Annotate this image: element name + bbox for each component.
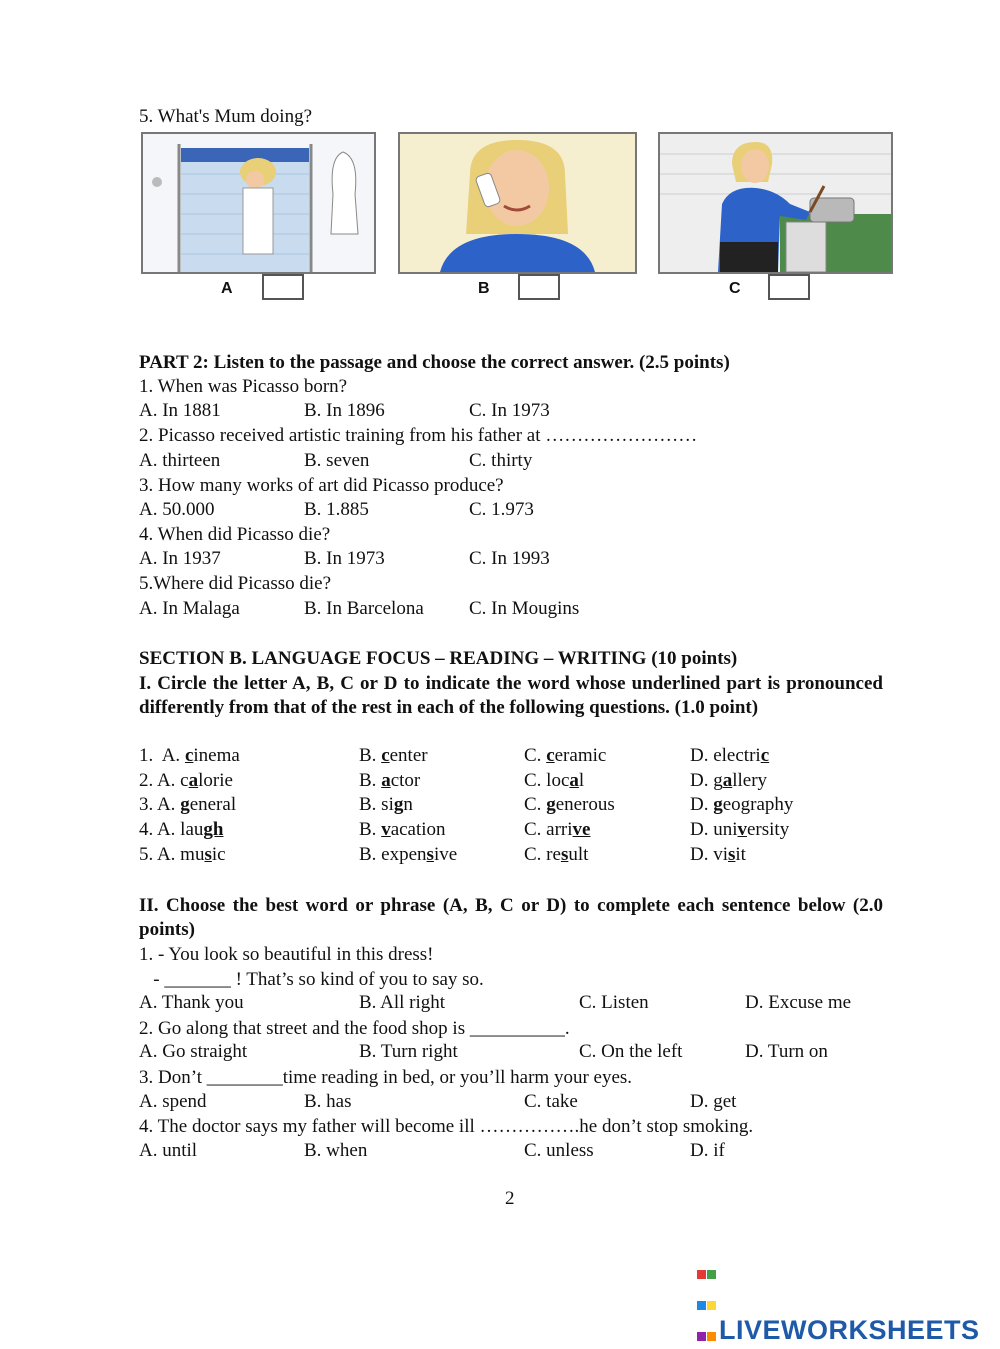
word-part: inema xyxy=(193,745,240,766)
grammar-q4-option-d[interactable]: D. if xyxy=(690,1140,725,1161)
pronunciation-option-d[interactable] xyxy=(690,745,769,767)
word-part: lorie xyxy=(198,770,233,791)
pronunciation-option-c[interactable] xyxy=(524,844,588,866)
part2-option-c[interactable]: C. In 1993 xyxy=(469,548,550,569)
word-part: enter xyxy=(389,745,428,766)
grammar-question-2: 2. Go along that street and the food shop is __________. xyxy=(139,1018,570,1039)
word-part: ic xyxy=(211,844,226,865)
word-part: B. expen xyxy=(359,844,427,865)
pronunciation-instructions: I. Circle the letter A, B, C or D to indicate the word whose underlined part is pronounced differently from that of the rest in each of the following questions. (1.0 point) xyxy=(139,673,883,718)
underlined-part: a xyxy=(722,770,733,791)
part2-question: 3. How many works of art did Picasso produce? xyxy=(139,475,504,496)
pronunciation-option-b[interactable] xyxy=(359,745,428,767)
pronunciation-option-a[interactable] xyxy=(139,819,223,841)
word-part: it xyxy=(735,844,746,865)
grammar-q1-option-a[interactable]: A. Thank you xyxy=(139,992,244,1013)
part2-option-a[interactable]: A. thirteen xyxy=(139,450,221,471)
underlined-part: ve xyxy=(572,819,591,840)
underlined-part: gh xyxy=(203,819,224,840)
word-part: 1. A. xyxy=(139,745,185,766)
part2-question: 1. When was Picasso born? xyxy=(139,376,348,397)
word-part: C. arri xyxy=(524,819,573,840)
part2-question: 4. When did Picasso die? xyxy=(139,524,331,545)
underlined-part: s xyxy=(426,844,434,865)
underlined-part: g xyxy=(713,794,723,815)
grammar-q2-option-d[interactable]: D. Turn on xyxy=(745,1041,828,1062)
grammar-q4-option-c[interactable]: C. unless xyxy=(524,1140,594,1161)
underlined-part: a xyxy=(569,770,579,791)
word-part: eneral xyxy=(189,794,237,815)
grammar-q2-option-a[interactable]: A. Go straight xyxy=(139,1041,248,1062)
word-part: ult xyxy=(568,844,589,865)
underlined-part: g xyxy=(180,794,190,815)
underlined-part: g xyxy=(393,794,404,815)
grammar-q1-option-d[interactable]: D. Excuse me xyxy=(745,992,852,1013)
word-part: D. g xyxy=(690,770,723,791)
word-part: B. xyxy=(359,819,382,840)
part2-option-b[interactable]: B. In 1896 xyxy=(304,400,385,421)
part2-option-c[interactable]: C. In Mougins xyxy=(469,598,580,619)
pronunciation-option-b[interactable] xyxy=(359,819,446,841)
grammar-q4-option-a[interactable]: A. until xyxy=(139,1140,198,1161)
section-b-title: SECTION B. LANGUAGE FOCUS – READING – WRITING (10 points) xyxy=(139,648,738,669)
word-part: 4. A. lau xyxy=(139,819,204,840)
grammar-q2-option-b[interactable]: B. Turn right xyxy=(359,1041,458,1062)
underlined-part: v xyxy=(381,819,391,840)
part2-option-a[interactable]: A. In 1937 xyxy=(139,548,221,569)
grammar-q3-option-d[interactable]: D. get xyxy=(690,1091,737,1112)
option-a-label: A xyxy=(221,280,233,297)
word-part: B. xyxy=(359,770,382,791)
grammar-instructions: II. Choose the best word or phrase (A, B, C or D) to complete each sentence below (2.0 points) xyxy=(139,895,883,940)
word-part: C. xyxy=(524,745,547,766)
grammar-q3-option-a[interactable]: A. spend xyxy=(139,1091,207,1112)
part2-option-b[interactable]: B. 1.885 xyxy=(304,499,369,520)
option-c-label: C xyxy=(729,280,741,297)
underlined-part: v xyxy=(737,819,747,840)
question-5-text: 5. What's Mum doing? xyxy=(139,106,313,127)
pronunciation-option-a[interactable] xyxy=(139,770,233,792)
underlined-part: c xyxy=(546,745,555,766)
part2-option-c[interactable]: C. 1.973 xyxy=(469,499,534,520)
word-part: acation xyxy=(390,819,446,840)
pronunciation-option-d[interactable] xyxy=(690,770,767,792)
grammar-q1-option-c[interactable]: C. Listen xyxy=(579,992,649,1013)
underlined-part: g xyxy=(546,794,556,815)
grammar-question-1-reply: - _______ ! That’s so kind of you to say so. xyxy=(139,969,484,990)
word-part: B. xyxy=(359,745,382,766)
word-part: B. si xyxy=(359,794,394,815)
word-part: 3. A. xyxy=(139,794,181,815)
option-c-checkbox[interactable] xyxy=(768,274,810,300)
pronunciation-option-a[interactable] xyxy=(139,745,240,767)
word-part: l xyxy=(578,770,585,791)
word-part: n xyxy=(403,794,413,815)
pronunciation-option-c[interactable] xyxy=(524,770,584,792)
grammar-question-4: 4. The doctor says my father will become ill …………….he don’t stop smoking. xyxy=(139,1116,754,1137)
pronunciation-option-d[interactable] xyxy=(690,819,789,841)
word-part: C. loc xyxy=(524,770,570,791)
underlined-part: c xyxy=(760,745,770,766)
word-part: ctor xyxy=(390,770,421,791)
grammar-q2-option-c[interactable]: C. On the left xyxy=(579,1041,683,1062)
word-part: llery xyxy=(732,770,768,791)
underlined-part: s xyxy=(560,844,569,865)
picture-a-shower xyxy=(141,132,376,274)
grammar-question-3: 3. Don’t ________time reading in bed, or you’ll harm your eyes. xyxy=(139,1067,633,1088)
underlined-part: c xyxy=(184,745,194,766)
pronunciation-option-b[interactable] xyxy=(359,794,413,816)
part2-option-b[interactable]: B. In Barcelona xyxy=(304,598,424,619)
underlined-part: a xyxy=(381,770,391,791)
logo-text: LIVEWORKSHEETS xyxy=(719,1315,980,1345)
option-a-checkbox[interactable] xyxy=(262,274,304,300)
pronunciation-option-c[interactable] xyxy=(524,745,606,767)
word-part: eramic xyxy=(554,745,607,766)
option-b-checkbox[interactable] xyxy=(518,274,560,300)
underlined-part: c xyxy=(381,745,390,766)
word-part: eography xyxy=(722,794,794,815)
picture-b-phone xyxy=(398,132,637,274)
part2-option-a[interactable]: A. 50.000 xyxy=(139,499,215,520)
part2-question: 2. Picasso received artistic training from his father at …………………… xyxy=(139,425,698,446)
word-part: 5. A. mu xyxy=(139,844,205,865)
word-part: D. xyxy=(690,794,714,815)
underlined-part: a xyxy=(188,770,199,791)
word-part: 2. A. c xyxy=(139,770,189,791)
word-part: D. vi xyxy=(690,844,728,865)
pronunciation-option-c[interactable] xyxy=(524,819,590,841)
part2-option-c[interactable]: C. thirty xyxy=(469,450,533,471)
part2-option-c[interactable]: C. In 1973 xyxy=(469,400,550,421)
grammar-question-1: 1. - You look so beautiful in this dress! xyxy=(139,944,434,965)
grammar-q3-option-b[interactable]: B. has xyxy=(304,1091,352,1112)
underlined-part: s xyxy=(728,844,736,865)
pronunciation-option-a[interactable] xyxy=(139,844,226,866)
pronunciation-option-b[interactable] xyxy=(359,770,420,792)
word-part: C. re xyxy=(524,844,561,865)
part2-option-a[interactable]: A. In 1881 xyxy=(139,400,221,421)
part2-option-b[interactable]: B. seven xyxy=(304,450,370,471)
page-number: 2 xyxy=(505,1188,515,1209)
word-part: D. uni xyxy=(690,819,738,840)
pronunciation-option-a[interactable] xyxy=(139,794,236,816)
pronunciation-option-b[interactable] xyxy=(359,844,457,866)
part2-title: PART 2: Listen to the passage and choose the correct answer. (2.5 points) xyxy=(139,352,730,373)
grammar-q4-option-b[interactable]: B. when xyxy=(304,1140,368,1161)
word-part: enerous xyxy=(555,794,615,815)
pronunciation-option-c[interactable] xyxy=(524,794,615,816)
word-part: C. xyxy=(524,794,547,815)
liveworksheets-logo[interactable] xyxy=(697,1256,980,1349)
option-b-label: B xyxy=(478,280,490,297)
underlined-part: s xyxy=(204,844,212,865)
word-part: ive xyxy=(433,844,458,865)
part2-option-a[interactable]: A. In Malaga xyxy=(139,598,240,619)
logo-blocks-icon xyxy=(697,1256,717,1349)
picture-c-cooking xyxy=(658,132,893,274)
part2-option-b[interactable]: B. In 1973 xyxy=(304,548,385,569)
pronunciation-option-d[interactable] xyxy=(690,844,746,866)
word-part: D. electri xyxy=(690,745,761,766)
part2-question: 5.Where did Picasso die? xyxy=(139,573,332,594)
grammar-q1-option-b[interactable]: B. All right xyxy=(359,992,446,1013)
pronunciation-option-d[interactable] xyxy=(690,794,793,816)
word-part: ersity xyxy=(747,819,790,840)
grammar-q3-option-c[interactable]: C. take xyxy=(524,1091,578,1112)
